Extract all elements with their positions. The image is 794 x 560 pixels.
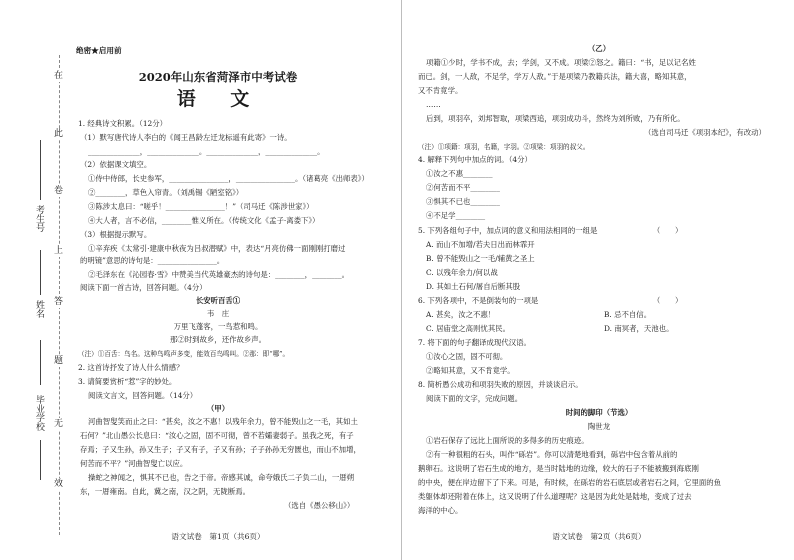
choice-option: B. 曾不能毁山之一毛/辅黄之圣上 [426, 254, 535, 263]
question-text: 5. 下列各组句子中，加点词的意义和用法相同的一组是 （ ） [418, 226, 683, 235]
article-text: 海洋的中心。 [418, 506, 463, 515]
field-line [40, 440, 41, 480]
seal-char: 效 [54, 479, 64, 489]
passage-text: 存焉；子又生孙，孙又生子；子又有子，子又有孙；子子孙孙无穷匮也，而山不加增， [80, 445, 361, 454]
question-text: ②________，草色入帘青。（刘禹锡《陋室铭》） [88, 188, 244, 197]
question-text: 3. 请简要赏析“惹”字的妙处。 [78, 377, 177, 386]
page-footer: 语文试卷 第2页（共6页） [552, 532, 646, 541]
question-text: 2. 这首诗抒发了诗人什么情感？ [78, 363, 184, 372]
field-line [40, 340, 41, 385]
passage-ellipsis: …… [426, 100, 441, 109]
question-text: ③陈涉太息曰：“嗟乎！________________！”（司马迁《陈涉世家》） [88, 202, 314, 211]
seal-char: 上 [54, 246, 64, 256]
exam-title: 2020年山东省菏泽市中考试卷 [138, 70, 298, 84]
question-text: ③惧其不已也________ [426, 197, 500, 206]
secret-label: 绝密★启用前 [76, 46, 122, 55]
exam-page-2 [404, 0, 794, 560]
question-text: 阅读下面一首古诗，回答问题。（4分） [80, 283, 207, 292]
article-text: 类躯体却还附着在体上，这又说明了什么道理呢？这是因为此处是陆地，变成了过去 [418, 492, 692, 501]
passage-note: （注）①项籍：项羽，名籍，字羽。②项梁：项羽的叔父。 [418, 143, 590, 151]
choice-option: B. 忌不自信。 [604, 310, 652, 319]
article-text: ①岩石保存了远比上面所说的多得多的历史痕迹。 [426, 436, 589, 445]
choice-option: D. 南冥者，天池也。 [604, 324, 674, 333]
question-text: （2）依据课文填空。 [80, 160, 152, 169]
question-text: ④大人者，言不必信，________惟义所在。（传统文化《孟子·离娄下》） [88, 216, 320, 225]
question-text: （3）根据提示默写。 [80, 230, 152, 239]
page-divider [401, 0, 402, 560]
seal-char: 答 [54, 297, 64, 307]
passage-text: 石何？”北山愚公长息曰：“汝心之固，固不可彻，曾不若孀妻弱子。虽我之死，有子 [80, 431, 354, 440]
question-text: 7. 将下面的句子翻译成现代汉语。 [418, 338, 531, 347]
question-text: 的明镜”意思的诗句是：________________。 [80, 256, 225, 265]
question-text: 1. 经典诗文积累。（12分） [78, 119, 168, 128]
article-author: 陶世龙 [587, 422, 611, 431]
field-label-exam-number: 考生号 [34, 205, 44, 232]
choice-option: C. 居庙堂之高则忧其民。 [426, 324, 510, 333]
passage-label: （乙） [587, 44, 611, 53]
question-text: ①辛弃疾《太常引·建康中秋夜为吕叔潜赋》中，表达“月亮仿佛一面刚刚打磨过 [88, 244, 346, 253]
passage-text: 而已。剑，一人敌，不足学，学万人敌。”于是项梁乃教籍兵法，籍大喜，略知其意， [418, 72, 692, 81]
passage-label: （甲） [206, 404, 230, 413]
question-text: 4. 解释下列句中加点的词。（4分） [418, 155, 532, 164]
poem-note: （注）①百舌：鸟名。这种鸟鸣声多变，能效百鸟鸣叫。②那：即“哪”。 [78, 350, 290, 358]
seal-char: 卷 [54, 186, 64, 196]
choice-option: C. 以残年余力/何以战 [426, 268, 498, 277]
question-text: ②略知其意，又不肯竟学。 [426, 366, 515, 375]
passage-text: 何苦而不平？”河曲智叟亡以应。 [80, 459, 188, 468]
choice-option: A. 而山不加增/若夫日出而林霏开 [426, 240, 535, 249]
seal-char: 题 [54, 356, 64, 366]
choice-option: A. 甚矣，汝之不惠！ [426, 310, 496, 319]
question-text: ②何苦而不平________ [426, 183, 500, 192]
passage-text: 后到，项羽卒，刘邦智取，项梁西追，项羽成功斗，然终为刘所败，乃有所化。 [426, 114, 685, 123]
question-text: 8. 简析愚公成功和项羽失败的原因，并谈谈启示。 [418, 380, 583, 389]
passage-source: （选自司马迁《项羽本纪》，有改动） [644, 128, 766, 137]
poem-title: 长安听百舌① [195, 296, 241, 305]
page-footer: 语文试卷 第1页（共6页） [171, 532, 265, 541]
passage-text: 东，一厝雍南。自此，冀之南，汉之阴，无陇断焉。 [80, 487, 250, 496]
seal-char: 无 [54, 419, 64, 429]
field-line [40, 250, 41, 295]
article-text: 的中央，便在岸边留下了下来。可是，有时候，在砾岩的岩石底层或者岩石之间，它里面的鱼 [418, 478, 722, 487]
field-label-name: 姓名 [34, 300, 44, 318]
article-title: 时间的脚印（节选） [565, 408, 633, 417]
question-text: 阅读下面的文字，完成问题。 [426, 394, 523, 403]
binding-line [59, 55, 60, 535]
question-text: ②毛泽东在《沁园春·雪》中赞美当代英雄豪杰的诗句是：________，________。 [88, 270, 350, 279]
question-text: 6. 下列各项中，不是倒装句的一项是 （ ） [418, 296, 683, 305]
question-text: （1）默写唐代诗人李白的《闻王昌龄左迁龙标遥有此寄》一诗。 [80, 133, 292, 142]
article-text: 鹅卵石。这说明了岩石生成的地方，是当时陆地的边缘，较大的石子不能被搬到海底刚 [418, 464, 699, 473]
poem-author: 韦 庄 [206, 309, 230, 318]
article-text: ②有一种很粗的石头，叫作“砾岩”。你可以清楚地看到，砾岩中包含着从前的 [426, 450, 678, 459]
choice-option: D. 其如土石何/屠自后断其股 [426, 282, 521, 291]
answer-blank: ______________，______________。______________，______________。 [88, 147, 325, 156]
poem-line: 那②时到故乡，还作故乡声。 [169, 335, 267, 344]
passage-text: 河曲智叟笑而止之曰：“甚矣，汝之不惠！以残年余力，曾不能毁山之一毛，其如土 [88, 417, 358, 426]
seal-char: 在 [54, 71, 64, 81]
passage-text: 又不肯竟学。 [418, 86, 463, 95]
question-text: ①汝心之固，固不可彻。 [426, 352, 508, 361]
question-text: ①汝之不惠________ [426, 169, 493, 178]
field-label-school: 毕业学校 [34, 395, 44, 431]
poem-line: 万里飞蓬客，一鸟惹和鸣。 [173, 322, 263, 331]
subject-title: 语 文 [176, 88, 264, 110]
passage-source: （选自《愚公移山》） [284, 501, 355, 510]
field-line [40, 140, 41, 200]
seal-char: 此 [54, 129, 64, 139]
question-text: ①侍中侍郎，长史参军，________________，________________。（诸葛亮《出师表》） [88, 174, 369, 183]
question-text: 阅读文言文，回答问题。（14分） [88, 391, 198, 400]
passage-text: 操蛇之神闻之，惧其不已也，告之于帝。帝感其诚，命夸娥氏二子负二山，一厝朔 [88, 473, 355, 482]
passage-text: 项籍①少时，学书不成，去；学剑，又不成。项梁②怒之。籍曰：“书，足以记名姓 [426, 58, 696, 67]
question-text: ④不足学________ [426, 211, 486, 220]
